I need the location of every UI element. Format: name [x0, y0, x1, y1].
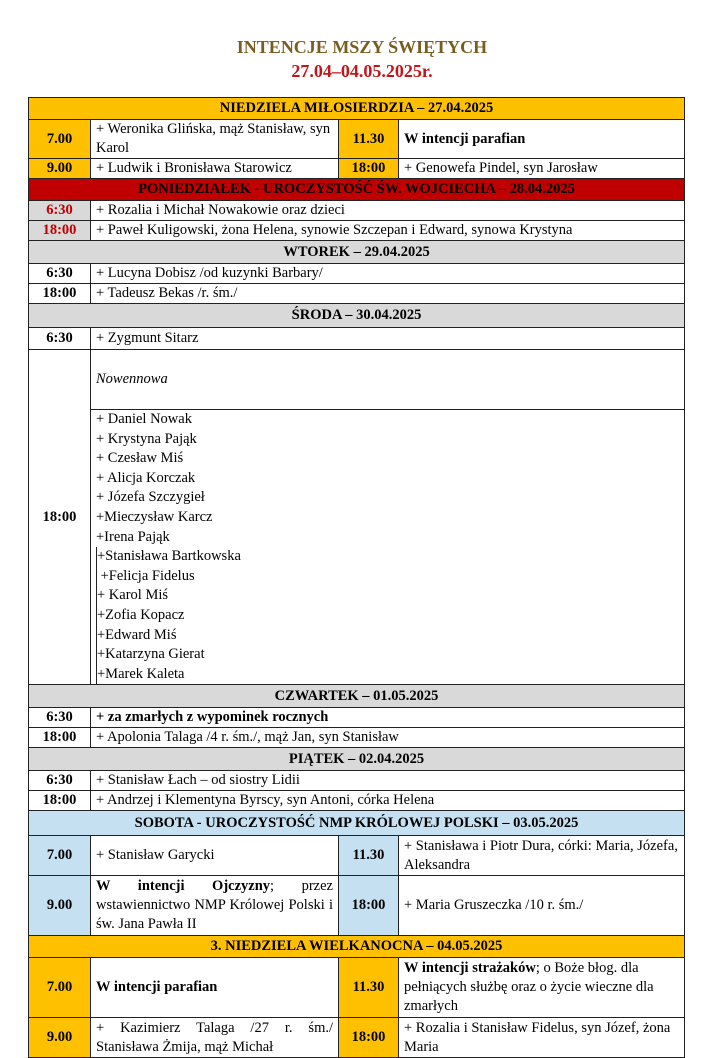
intention-rest: ; o Boże błog. dla pełniących służbę oraz o życie wieczne dla zmarłych: [404, 960, 654, 1015]
mass-intention: + Rozalia i Stanisław Fidelus, syn Józef, żona Maria: [399, 1018, 685, 1058]
table-row: [29, 120, 685, 159]
day-header-row: [29, 748, 685, 771]
mass-intentions-table: [28, 97, 685, 1058]
list-item: + Józefa Szczygieł: [96, 489, 205, 506]
mass-intention: [91, 876, 339, 936]
day-header-row: [29, 98, 685, 120]
mass-time: 6:30: [29, 771, 91, 791]
novena-label: Nowennowa: [91, 350, 685, 410]
day-header-row: [29, 936, 685, 958]
day-header: SOBOTA - UROCZYSTOŚĆ NMP KRÓLOWEJ POLSKI – 03.05.2025: [29, 811, 685, 836]
mass-intention: + Apolonia Talaga /4 r. śm./, mąż Jan, syn Stanisław: [91, 728, 685, 748]
document-title: INTENCJE MSZY ŚWIĘTYCH: [236, 37, 488, 57]
list-item: +Zofia Kopacz: [97, 606, 185, 623]
novena-names: [91, 410, 685, 685]
table-row: [29, 201, 685, 221]
mass-time: 11.30: [339, 958, 399, 1018]
mass-intention: W intencji parafian: [399, 120, 685, 159]
day-header-row: [29, 685, 685, 708]
mass-intention: + Tadeusz Bekas /r. śm./: [91, 284, 685, 304]
list-item: +Marek Kaleta: [97, 665, 185, 682]
mass-intention: + Ludwik i Bronisława Starowicz: [91, 159, 339, 179]
mass-time: 7.00: [29, 836, 91, 876]
mass-time: 18:00: [339, 876, 399, 936]
mass-intention: + za zmarłych z wypominek rocznych: [91, 708, 685, 728]
mass-intention: + Stanisław Łach – od siostry Lidii: [91, 771, 685, 791]
mass-intention: + Stanisław Garycki: [91, 836, 339, 876]
list-item: +Irena Pająk: [96, 528, 170, 545]
document-date-range: 27.04–04.05.2025r.: [291, 61, 433, 81]
table-row: [29, 708, 685, 728]
mass-intention: W intencji parafian: [91, 958, 339, 1018]
novena-names-left: [96, 410, 402, 547]
table-row: [29, 728, 685, 748]
mass-time: 18:00: [339, 159, 399, 179]
list-item: +Stanisława Bartkowska: [97, 548, 241, 565]
list-item: +Felicja Fidelus: [97, 567, 195, 584]
mass-intention: + Weronika Glińska, mąż Stanisław, syn Karol: [91, 120, 339, 159]
intention-bold: W intencji strażaków: [404, 960, 536, 977]
day-header-row: [29, 811, 685, 836]
intention-bold: W intencji Ojczyzny: [96, 878, 271, 895]
mass-time: 18:00: [29, 350, 91, 685]
list-item: + Krystyna Pająk: [96, 430, 197, 447]
mass-intention: + Lucyna Dobisz /od kuzynki Barbary/: [91, 264, 685, 284]
list-item: + Alicja Korczak: [96, 469, 196, 486]
table-row: [29, 771, 685, 791]
day-header: ŚRODA – 30.04.2025: [29, 304, 685, 328]
mass-time: 18:00: [29, 284, 91, 304]
mass-time: 18:00: [29, 791, 91, 811]
table-row: [29, 410, 685, 685]
day-header: 3. NIEDZIELA WIELKANOCNA – 04.05.2025: [29, 936, 685, 958]
mass-time: 6:30: [29, 264, 91, 284]
mass-intention: + Kazimierz Talaga /27 r. śm./ Stanisława Żmija, mąż Michał: [91, 1018, 339, 1058]
mass-time: 18:00: [29, 221, 91, 241]
table-row: [29, 876, 685, 936]
list-item: + Czesław Miś: [96, 450, 184, 467]
list-item: +Katarzyna Gierat: [97, 646, 205, 663]
table-row: [29, 221, 685, 241]
table-row: [29, 284, 685, 304]
novena-names-right: [96, 547, 377, 684]
table-row: [29, 791, 685, 811]
mass-intention: + Andrzej i Klementyna Byrscy, syn Antoni, córka Helena: [91, 791, 685, 811]
day-header-row: [29, 179, 685, 201]
mass-time: 11.30: [339, 120, 399, 159]
mass-time: 11.30: [339, 836, 399, 876]
mass-intention: + Paweł Kuligowski, żona Helena, synowie Szczepan i Edward, synowa Krystyna: [91, 221, 685, 241]
day-header: NIEDZIELA MIŁOSIERDZIA – 27.04.2025: [29, 98, 685, 120]
day-header: PONIEDZIAŁEK - UROCZYSTOŚĆ ŚW. WOJCIECHA – 28.04.2025: [29, 179, 685, 201]
mass-intention: [399, 958, 685, 1018]
mass-time: 9.00: [29, 876, 91, 936]
mass-intention: + Genowefa Pindel, syn Jarosław: [399, 159, 685, 179]
day-header-row: [29, 304, 685, 328]
table-row: [29, 350, 685, 410]
table-row: [29, 159, 685, 179]
mass-intention: + Zygmunt Sitarz: [91, 328, 685, 350]
mass-time: 7.00: [29, 120, 91, 159]
day-header: PIĄTEK – 02.04.2025: [29, 748, 685, 771]
intention-rest: ; przez wstawiennictwo NMP Królowej Polski i św. Jana Pawła II: [96, 878, 333, 933]
table-row: [29, 328, 685, 350]
table-row: [29, 264, 685, 284]
day-header-row: [29, 241, 685, 264]
list-item: + Karol Miś: [97, 587, 169, 604]
table-row: [29, 836, 685, 876]
mass-intention: + Stanisława i Piotr Dura, córki: Maria, Józefa, Aleksandra: [399, 836, 685, 876]
mass-time: 6:30: [29, 708, 91, 728]
day-header: CZWARTEK – 01.05.2025: [29, 685, 685, 708]
mass-intention: + Maria Gruszeczka /10 r. śm./: [399, 876, 685, 936]
list-item: +Mieczysław Karcz: [96, 508, 213, 525]
day-header: WTOREK – 29.04.2025: [29, 241, 685, 264]
list-item: +Edward Miś: [97, 626, 177, 643]
mass-intention: + Rozalia i Michał Nowakowie oraz dzieci: [91, 201, 685, 221]
mass-time: 9.00: [29, 1018, 91, 1058]
list-item: + Daniel Nowak: [96, 411, 192, 427]
mass-time: 6:30: [29, 201, 91, 221]
mass-time: 18:00: [339, 1018, 399, 1058]
mass-time: 6:30: [29, 328, 91, 350]
mass-time: 9.00: [29, 159, 91, 179]
mass-time: 18:00: [29, 728, 91, 748]
table-row: [29, 958, 685, 1018]
mass-time: 7.00: [29, 958, 91, 1018]
